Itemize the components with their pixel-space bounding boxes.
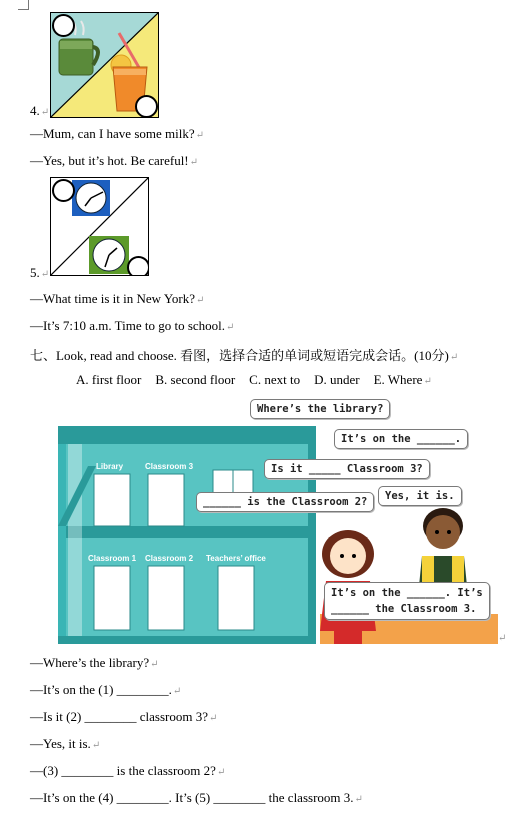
answer-circle[interactable] xyxy=(52,14,75,37)
item4-number: 4.↵ xyxy=(30,103,50,118)
dialogue-line: —Is it (2) ________ classroom 3?↵ xyxy=(30,709,218,724)
dialogue-line: —It’s on the (4) ________. It’s (5) ________ the classroom 3.↵ xyxy=(30,790,363,805)
item5-picture xyxy=(50,177,149,276)
speech-bubble: Yes, it is. xyxy=(378,486,462,506)
speech-bubble xyxy=(324,582,490,620)
room-label-classroom-1: Classroom 1 xyxy=(88,554,137,563)
room-label-classroom-3: Classroom 3 xyxy=(145,462,194,471)
speech-bubble: ______ is the Classroom 2? xyxy=(196,492,374,512)
speech-bubble: It’s on the ______. xyxy=(334,429,468,449)
option-e: E. Where xyxy=(373,372,423,387)
item5-number: 5.↵ xyxy=(30,265,50,280)
dialogue-line: —Yes, it is.↵ xyxy=(30,736,101,751)
page-corner-mark xyxy=(18,9,29,10)
answer-circle[interactable] xyxy=(127,256,149,276)
room-label-library: Library xyxy=(96,462,124,471)
item5-line: —What time is it in New York?↵ xyxy=(30,291,205,306)
item5-line: —It’s 7:10 a.m. Time to go to school.↵ xyxy=(30,318,235,333)
room-label-classroom-2: Classroom 2 xyxy=(145,554,194,563)
option-c: C. next to xyxy=(249,372,301,387)
room-label-teachers-office: Teachers’ office xyxy=(206,554,266,563)
dialogue-line: —It’s on the (1) ________.↵ xyxy=(30,682,182,697)
section7-title: 七、Look, read and choose. 看图，选择合适的单词或短语完成会话。(10分)↵ xyxy=(30,348,459,363)
item4-line: —Yes, but it’s hot. Be careful!↵ xyxy=(30,153,199,168)
answer-circle[interactable] xyxy=(135,95,158,118)
speech-bubble: Is it _____ Classroom 3? xyxy=(264,459,430,479)
item4-picture xyxy=(50,12,159,118)
option-b: B. second floor xyxy=(155,372,236,387)
speech-bubble-line: ______ the Classroom 3. xyxy=(331,603,477,615)
option-a: A. first floor xyxy=(76,372,142,387)
dialogue-line: —(3) ________ is the classroom 2?↵ xyxy=(30,763,226,778)
item4-line: —Mum, can I have some milk?↵ xyxy=(30,126,205,141)
answer-circle[interactable] xyxy=(52,179,75,202)
dialogue-line: —Where’s the library?↵ xyxy=(30,655,159,670)
paragraph-mark: ↵ xyxy=(498,633,507,644)
school-scene xyxy=(58,396,498,644)
speech-bubble-line: It’s on the ______. It’s xyxy=(331,587,483,599)
section7-options: A. first floor B. second floor C. next to D. under E. Where↵ xyxy=(76,372,432,387)
option-d: D. under xyxy=(314,372,360,387)
speech-bubble: Where’s the library? xyxy=(250,399,390,419)
